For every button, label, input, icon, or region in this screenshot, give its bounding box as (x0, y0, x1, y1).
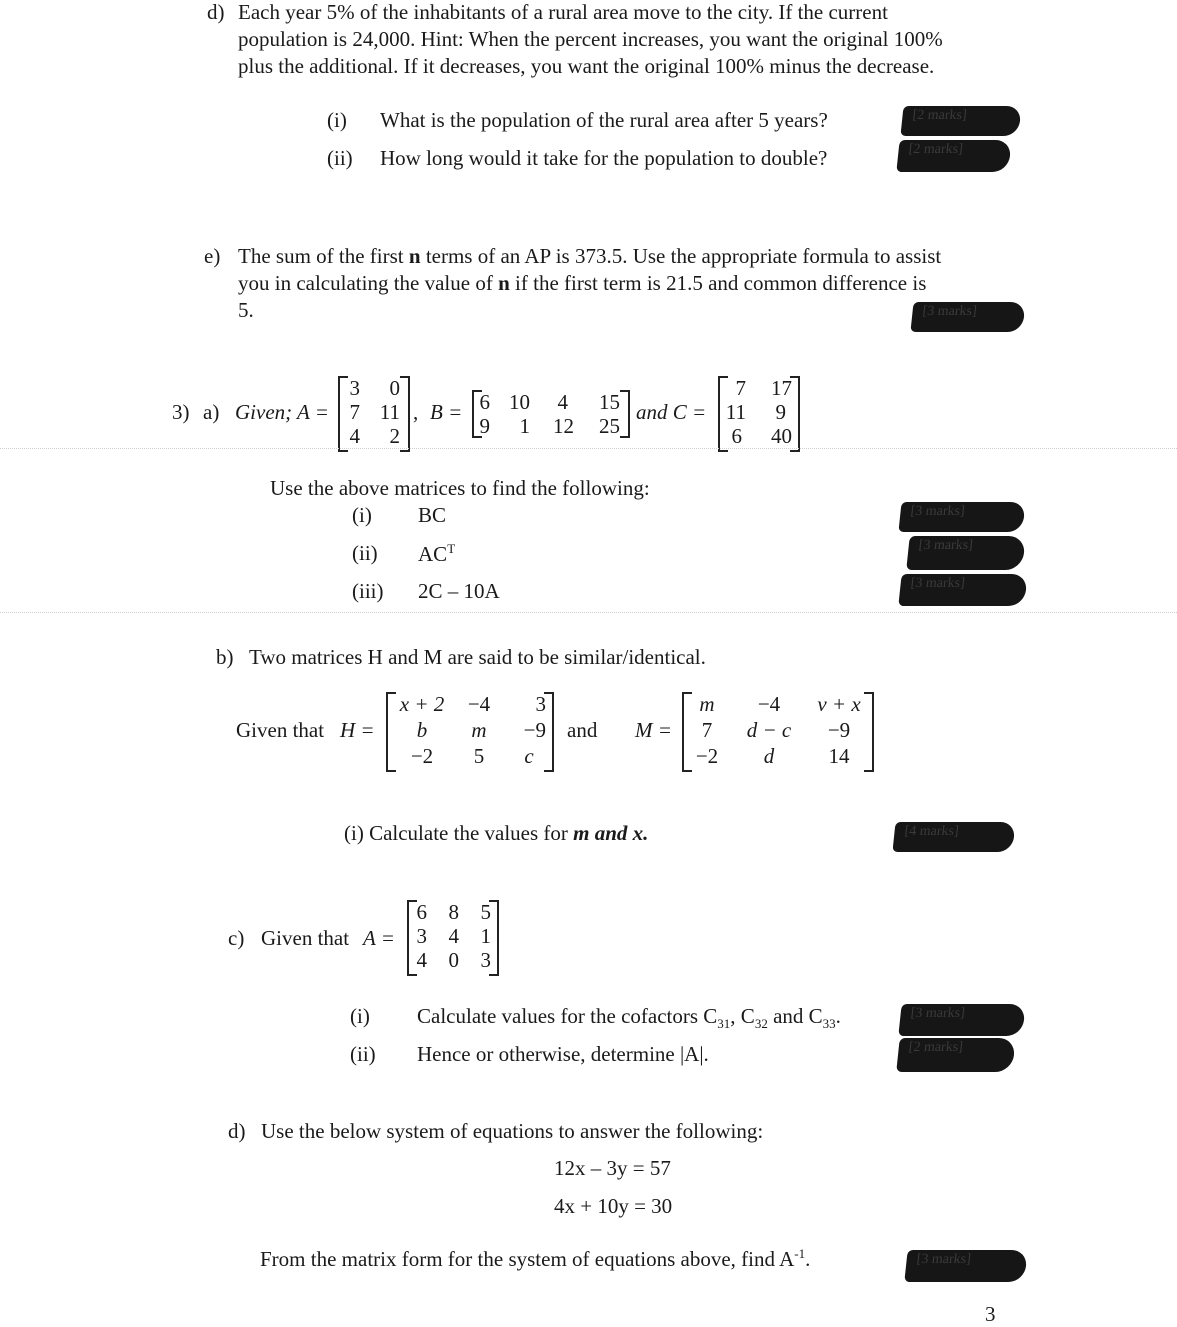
q2e-line1: The sum of the first n terms of an AP is 373.5. Use the appropriate formula to assist (238, 244, 942, 268)
matrix-b-cell: 15 (599, 390, 620, 414)
q3d-text: Use the below system of equations to answer the following: (261, 1119, 764, 1143)
page-number: 3 (985, 1302, 996, 1326)
comma: , (413, 400, 419, 424)
matrix-a3-cell: 1 (480, 924, 491, 948)
matrix-a-cell: 2 (389, 424, 400, 448)
q3-number: 3) (172, 400, 190, 424)
matrix-h-cell: c (524, 744, 534, 768)
matrix-c-cell: 40 (771, 424, 792, 448)
q3b-text: Two matrices H and M are said to be similar/identical. (249, 645, 706, 669)
q3a-part-i-text: BC (418, 503, 447, 527)
q3a-part-i-num: (i) (352, 503, 372, 527)
matrix-a-cell: 3 (349, 376, 360, 400)
redacted-marks: [2 marks] (896, 1038, 1016, 1072)
redacted-marks: [2 marks] (900, 106, 1021, 136)
matrix-a3-cell: 5 (480, 900, 491, 924)
q3d-find: From the matrix form for the system of equations above, find $A^{-1}$. (260, 1246, 811, 1271)
q2e-line3: 5. (238, 298, 254, 322)
matrix-m-cell: d (763, 744, 775, 768)
q3b-m-equals: M = (635, 718, 672, 742)
matrix-a-cell: 0 (389, 376, 400, 400)
matrix-m-cell: d − c (746, 718, 792, 742)
redacted-marks: [3 marks] (898, 502, 1025, 532)
matrix-h-cell: 5 (473, 744, 485, 768)
q2e-label: e) (204, 244, 221, 268)
q3b-label: b) (216, 645, 234, 669)
q2d-label: d) (207, 0, 225, 24)
q2e-line2: you in calculating the value of n if the first term is 21.5 and common difference is (238, 271, 927, 295)
q3a-and-c-equals: and C = (636, 400, 707, 424)
matrix-b-cell: 10 (509, 390, 530, 414)
q3b-given-that: Given that (236, 718, 325, 742)
matrix-h (386, 692, 554, 772)
q2d-part-ii-num: (ii) (327, 146, 353, 170)
matrix-h-cell: m (471, 718, 487, 742)
matrix-c (718, 376, 800, 452)
matrix-a3-cell: 3 (480, 948, 491, 972)
matrix-h-cell: −9 (523, 718, 546, 742)
matrix-a (338, 376, 410, 452)
q2d-part-i-text: What is the population of the rural area after 5 years? (380, 108, 828, 132)
q3c-a-equals: A = (363, 926, 395, 950)
redacted-marks: [3 marks] (898, 574, 1027, 606)
matrix-a3-cell: 0 (448, 948, 459, 972)
matrix-b-cell: 4 (557, 390, 568, 414)
matrix-h-cell: x + 2 (399, 692, 445, 716)
matrix-a3-cell: 4 (448, 924, 459, 948)
matrix-a-cell: 11 (379, 400, 400, 424)
q3c-part-ii-text: Hence or otherwise, determine |A|. (417, 1042, 709, 1066)
q2d-part-ii-text: How long would it take for the population to double? (380, 146, 828, 170)
q3c-part-ii-num: (ii) (350, 1042, 376, 1066)
divider (0, 448, 1177, 449)
matrix-m-cell: −2 (695, 744, 719, 768)
matrix-a-3x3 (407, 900, 499, 976)
q3c-part-i-text: Calculate values for the cofactors $C_{31}$, $C_{32}$ and $C_{33}$. (417, 1004, 841, 1032)
matrix-m-cell: 7 (701, 718, 713, 742)
matrix-c-cell: 17 (771, 376, 792, 400)
q3a-part-iii-num: (iii) (352, 579, 384, 603)
q3c-part-i-num: (i) (350, 1004, 370, 1028)
redacted-marks: [3 marks] (910, 302, 1025, 332)
matrix-h-cell: b (416, 718, 428, 742)
redacted-marks: [2 marks] (896, 140, 1011, 172)
redacted-marks: [4 marks] (892, 822, 1015, 852)
q2d-line3: plus the additional. If it decreases, you want the original 100% minus the decrease. (238, 54, 935, 78)
q3a-label: a) (203, 400, 220, 424)
q3a-part-iii-text: 2C – 10A (418, 579, 500, 603)
redacted-marks: [3 marks] (904, 1250, 1027, 1282)
divider (0, 612, 1177, 613)
matrix-a-cell: 4 (349, 424, 360, 448)
q3a-part-ii-text: $AC^T$ (418, 541, 456, 566)
equation-1: 12x – 3y = 57 (554, 1156, 671, 1180)
matrix-m-cell: −4 (757, 692, 781, 716)
q3c-given-that: Given that (261, 926, 350, 950)
matrix-b-cell: 6 (479, 390, 490, 414)
matrix-c-cell: 6 (731, 424, 742, 448)
q2d-part-i-num: (i) (327, 108, 347, 132)
matrix-m-cell: m (699, 692, 715, 716)
q3c-label: c) (228, 926, 245, 950)
matrix-b-cell: 9 (479, 414, 490, 438)
redacted-marks: [3 marks] (898, 1004, 1025, 1036)
matrix-b (472, 390, 630, 438)
q3b-and: and (567, 718, 598, 742)
matrix-h-cell: 3 (535, 692, 546, 716)
q3a-instruction: Use the above matrices to find the following: (270, 476, 650, 500)
matrix-c-cell: 11 (725, 400, 746, 424)
equation-2: 4x + 10y = 30 (554, 1194, 673, 1218)
matrix-m (682, 692, 874, 772)
matrix-a3-cell: 4 (416, 948, 427, 972)
q2d-line1: Each year 5% of the inhabitants of a rural area move to the city. If the current (238, 0, 888, 24)
q3b-part-i: (i) Calculate the values for m and x. (344, 821, 649, 845)
matrix-m-cell: −9 (827, 718, 851, 742)
matrix-m-cell: v + x (817, 692, 861, 716)
matrix-a-cell: 7 (349, 400, 360, 424)
q3a-given-a: Given; A = (235, 400, 329, 424)
redacted-marks: [3 marks] (906, 536, 1026, 570)
q3b-h-equals: H = (340, 718, 375, 742)
matrix-b-cell: 25 (599, 414, 620, 438)
matrix-m-cell: 14 (828, 744, 850, 768)
matrix-b-cell: 12 (553, 414, 574, 438)
matrix-c-cell: 9 (775, 400, 786, 424)
q3a-b-equals: B = (430, 400, 463, 424)
matrix-a3-cell: 3 (416, 924, 427, 948)
q2d-line2: population is 24,000. Hint: When the percent increases, you want the original 100% (238, 27, 943, 51)
matrix-a3-cell: 8 (448, 900, 459, 924)
q3a-part-ii-num: (ii) (352, 541, 378, 565)
q3d-label: d) (228, 1119, 246, 1143)
matrix-h-cell: −2 (410, 744, 434, 768)
matrix-h-cell: −4 (467, 692, 491, 716)
matrix-b-cell: 1 (519, 414, 530, 438)
matrix-c-cell: 7 (735, 376, 746, 400)
matrix-a3-cell: 6 (416, 900, 427, 924)
